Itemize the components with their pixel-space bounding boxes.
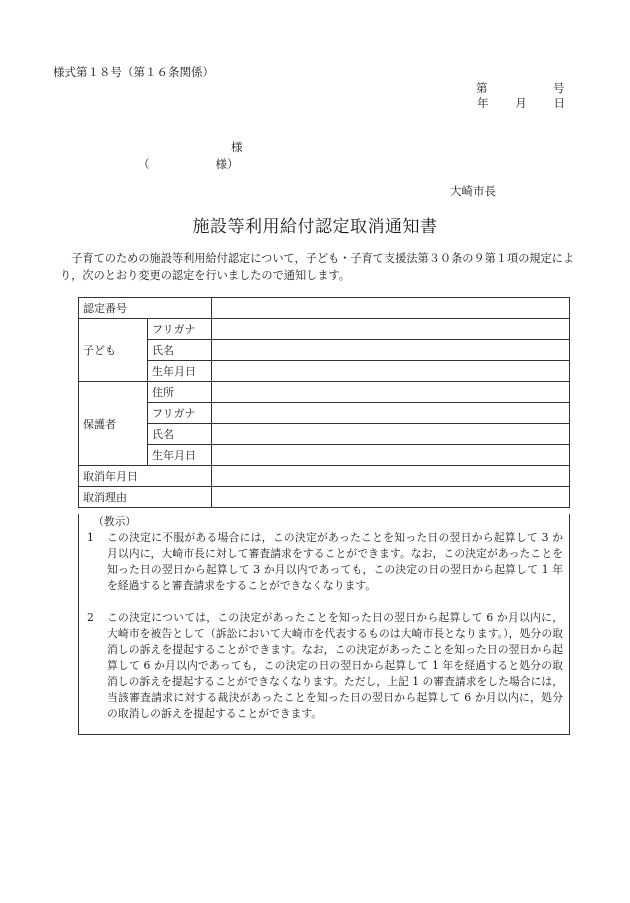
table-row [79, 466, 570, 487]
intro-paragraph: 子育てのための施設等利用給付認定について，子ども・子育て支援法第３０条の９第１項の規定により，次のとおり変更の認定を行いましたので通知します。 [60, 252, 575, 282]
child-furigana-label: フリガナ [148, 319, 212, 340]
instruction-text: この決定に不服がある場合には，この決定があったことを知った日の翌日から起算して 3 か月以内に，大崎市長に対して審査請求をすることができます。なお，この決定があったことを知った日の翌日から起算して 3 か月以内であっても，この決定の日の翌日から起算して 1 年を経過すると審査請求をすることができなくなります。 [107, 531, 563, 592]
guardian-furigana-value [212, 403, 570, 424]
number-prefix: 第 [476, 81, 488, 95]
date-month-label: 月 [515, 96, 527, 110]
table-row [79, 382, 570, 403]
guardian-birthdate-value [212, 445, 570, 466]
cancel-date-label: 取消年月日 [79, 466, 212, 487]
document-title: 施設等利用給付認定取消通知書 [192, 217, 438, 237]
instruction-text: この決定については，この決定があったことを知った日の翌日から起算して 6 か月以内に，大崎市を被告として（訴訟において大崎市を代表するものは大崎市長となります。），処分の取消しの訴えを提起することができます。なお，この決定があったことを知った日の翌日から起算して 6 か月以内であっても，この決定の日の翌日から起算して 1 年を経過すると処分の取消しの訴えを提起することができなくなります。ただし，上記 1 の審査請求をした場合には，当該審査請求に対する裁決があったことを知った日の翌日から起算して 6 か月以内に，処分の取消しの訴えを提起することができます。 [107, 611, 563, 720]
date-year-label: 年 [477, 96, 489, 110]
date-day-label: 日 [553, 96, 565, 110]
child-name-label: 氏名 [148, 340, 212, 361]
guardian-address-label: 住所 [148, 382, 212, 403]
cancel-reason-label: 取消理由 [79, 487, 212, 508]
cancel-date-value [212, 466, 570, 487]
table-row [79, 445, 570, 466]
table-row [79, 319, 570, 340]
instruction-number: 2 [87, 611, 94, 624]
instruction-item [85, 610, 563, 722]
paren-open: （ [138, 157, 150, 171]
child-name-value [212, 340, 570, 361]
table-row [79, 340, 570, 361]
guardian-furigana-label: フリガナ [148, 403, 212, 424]
table-row [79, 298, 570, 319]
guardian-name-value [212, 424, 570, 445]
child-furigana-value [212, 319, 570, 340]
cert-number-value [212, 298, 570, 319]
cert-number-label: 認定番号 [79, 298, 212, 319]
guardian-label: 保護者 [79, 382, 148, 466]
certification-table [78, 297, 570, 508]
child-birthdate-label: 生年月日 [148, 361, 212, 382]
issue-date [477, 95, 565, 111]
recipient-secondary [138, 156, 239, 172]
form-number: 様式第１８号（第１６条関係） [53, 65, 214, 79]
instruction-heading: （教示） [93, 515, 137, 528]
table-row [79, 361, 570, 382]
guardian-birthdate-label: 生年月日 [148, 445, 212, 466]
table-row [79, 424, 570, 445]
recipient-honorific: 様 [231, 140, 243, 154]
paren-sama: 様） [215, 157, 239, 171]
child-label: 子ども [79, 319, 148, 382]
instruction-box [78, 514, 570, 735]
child-birthdate-value [212, 361, 570, 382]
guardian-address-value [212, 382, 570, 403]
issuer-name: 大崎市長 [450, 184, 496, 198]
cancel-reason-value [212, 487, 570, 508]
guardian-name-label: 氏名 [148, 424, 212, 445]
number-suffix: 号 [553, 81, 565, 95]
table-row [79, 487, 570, 508]
instruction-item [85, 530, 563, 594]
instruction-number: 1 [87, 531, 94, 544]
table-row [79, 403, 570, 424]
